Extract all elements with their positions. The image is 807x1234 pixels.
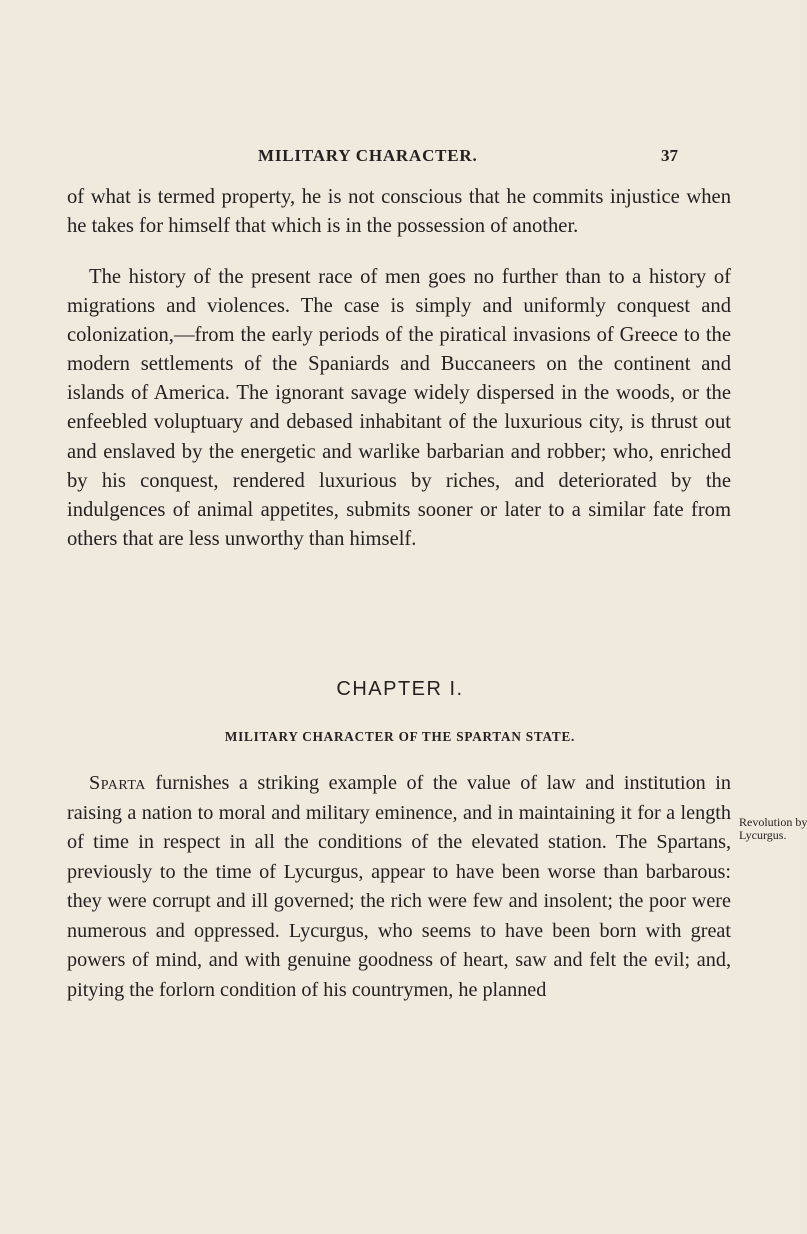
lead-word: Sparta xyxy=(89,772,146,794)
chapter-subtitle: MILITARY CHARACTER OF THE SPARTAN STATE. xyxy=(224,729,576,744)
paragraph-continuation: of what is termed property, he is not conscious that he commits injustice when he takes for himself that which is in the possession of another. xyxy=(67,186,731,238)
margin-note-line-2: Lycurgus. xyxy=(739,828,787,842)
running-title: MILITARY CHARACTER. xyxy=(258,146,478,165)
paragraph-sparta xyxy=(67,769,731,1005)
margin-note xyxy=(739,815,807,842)
running-head xyxy=(0,146,800,170)
paragraph-history: The history of the present race of men goes no further than to a history of migrations and violences. The case is simply and uniformly conquest and colonization,—from the early periods of the piratical invasions of Greece to the modern settlements of the Spaniards and Buccaneers on the continent and islands of America. The ignorant savage widely dispersed in the woods, or the enfeebled voluptuary and debased inhabitant of the luxurious city, is thrust out and enslaved by the energetic and warlike barbarian and robber; who, enriched by his conquest, rendered luxurious by riches, and deteriorated by the indulgences of animal appetites, submits sooner or later to a similar fate from others that are less unworthy than himself. xyxy=(67,266,731,550)
paragraph-sparta-text: furnishes a striking example of the value of law and institution in raising a nation to moral and military eminence, and in maintaining it for a length of time in respect in all the conditions of the elevated station. The Spartans, previously to the time of Lycurgus, appear to have been worse than barbarous: they were corrupt and ill governed; the rich were few and insolent; the poor were numerous and oppressed. Lycurgus, who seems to have been born with great powers of mind, and with genuine goodness of heart, saw and felt the evil; and, pitying the forlorn condition of his countrymen, he planned xyxy=(67,772,731,1001)
margin-note-line-1: Revolution by xyxy=(739,815,807,829)
page-number: 37 xyxy=(661,146,678,165)
chapter-title: CHAPTER I. xyxy=(336,678,464,700)
